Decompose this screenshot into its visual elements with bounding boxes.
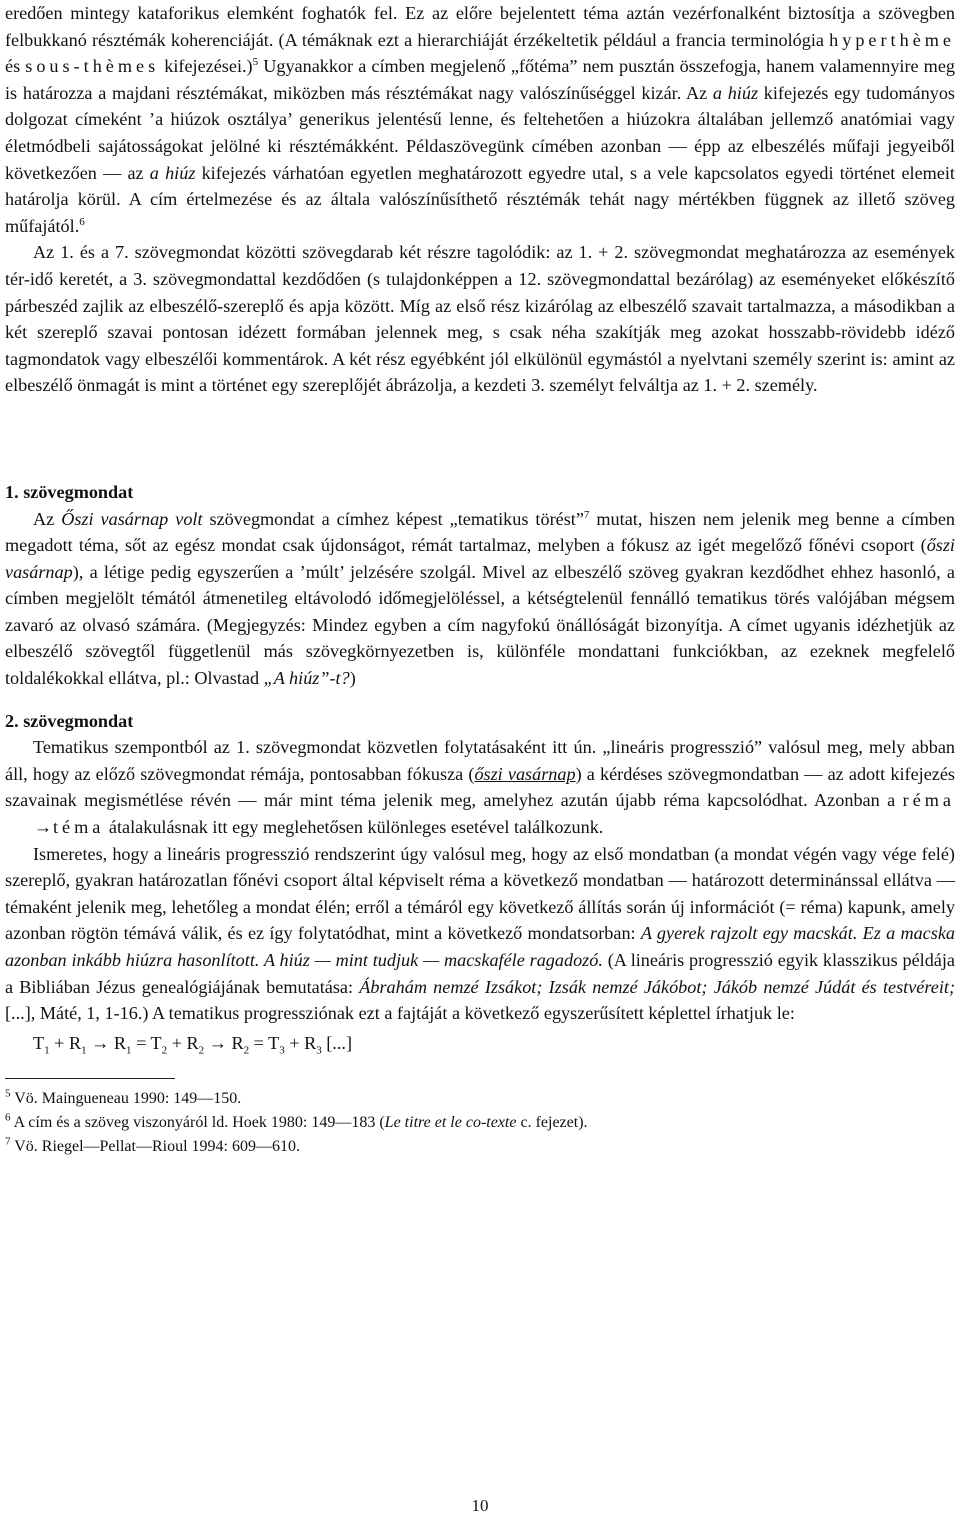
section-2-heading: 2. szövegmondat [5,710,134,731]
italic-term: a hiúz [149,162,196,183]
footnote-text: Vö. Riegel—Pellat—Rioul 1994: 609—610. [10,1138,300,1156]
term-tema: téma [53,817,105,838]
footnote-divider [5,1078,175,1079]
italic-term: „A hiúz”-t? [263,668,350,689]
footnote-5 [5,1087,955,1111]
text-run: [...], Máté, 1, 1-16.) A tematikus progressziónak ezt a fajtáját a következő egyszerűsített képlettel írhatjuk le: [5,1003,795,1024]
section-1-paragraph [5,506,955,692]
text-run: ) a kérdéses szövegmondatban — az adott kifejezés szavainak megismétlése révén — már mint téma jelenik meg, amelyhez azután újabb réma kapcsolódhat. Azonban a [5,763,956,811]
section-2-paragraph-2 [5,841,955,1027]
arrow-icon: → [33,817,53,838]
text-run: kifejezés egy tudományos dolgozat címeként ’a hiúzok osztálya’ generikus jelentésű lenne, és feltehetően a hiúzokra általában jellemző anatómiai vagy életmódbeli sajátosságokat jelölné ki résztémákként. Példaszövegünk címében azonban — épp az elbeszélés műfaji jegyeiből következően — az [5,82,955,183]
italic-example: A gyerek rajzolt egy macskát. Ez a macska azonban inkább hiúzra hasonlított. A hiúz — mint tudjuk — macskaféle ragadozó. [5,923,955,970]
term-hypertheme: hyperthème [829,29,955,50]
footnote-6 [5,1111,955,1135]
footnote-italic: Le titre et le co-texte [384,1114,517,1132]
arrow-icon: → [208,1032,227,1053]
page-number: 10 [471,1496,489,1515]
footnote-text: c. fejezet). [516,1114,588,1132]
text-run: kifejezései.) [159,56,253,77]
text-run: szövegmondat a címhez képest „tematikus törést” [202,508,584,529]
text-run: átalakulásnak itt egy meglehetősen különleges esetével találkozunk. [104,817,604,838]
italic-term: őszi vasárnap [474,763,576,784]
footnote-ref-6: 6 [79,215,85,228]
footnote-number: 7 [5,1136,11,1149]
text-run: eredően mintegy kataforikus elemként foghatók fel. Ez az előre bejelentett téma aztán vezérfonalként biztosítja a szövegben felbukkanó résztémák koherenciáját. (A témáknak ezt a hierarchiáját érzékeltetik például a francia terminológia [5,3,955,50]
footnote-number: 6 [5,1112,11,1125]
text-run: ) [349,668,356,689]
footnote-text: A cím és a szöveg viszonyáról ld. Hoek 1980: 149—183 ( [10,1114,385,1132]
text-run: Ugyanakkor a címben megjelenő „főtéma” nem pusztán összefogja, hanem valamennyire meg is határozza a majdani résztémákat, miközben más résztémákat nagy valószínűséggel kizár. Az [5,56,955,103]
progression-formula: $T_1 + R_1 \to R_1 = T_2 + R_2 \to R_2 = T_3 + R_3$ [...] [33,1032,353,1057]
term-sous-themes: sous-thèmes [25,56,160,77]
text-run: (A lineáris progresszió egyik klasszikus példája a Bibliában Jézus genealógiájának bemutatása: [5,950,955,997]
footnote-ref-7: 7 [583,508,590,521]
intro-paragraph-1 [5,0,955,239]
text-run: és [5,56,26,77]
spacer [5,399,955,479]
section-2-paragraph-1 [5,734,955,840]
italic-title: Őszi vasárnap volt [61,508,203,529]
footnote-text: Vö. Maingueneau 1990: 149—150. [10,1090,242,1108]
document-page [5,0,955,1159]
text-run: kifejezés várhatóan egyetlen meghatározott egyedre utal, s a vele kapcsolatos egyedi történet elemeit határolja körül. A cím értelmezése és az általa valószínűsíthető résztémák tehát nagy mértékben függnek az illető szöveg műfajától. [5,162,955,236]
text-run: Tematikus szempontból az 1. szövegmondat közvetlen folytatásaként itt ún. „lineáris progresszió” valósul meg, mely abban áll, hogy az előző szövegmondat rémája, pontosabban fókusza ( [5,737,955,784]
footnote-number: 5 [5,1088,11,1101]
italic-term: a hiúz [712,82,759,103]
italic-quote: Ábrahám nemzé Izsákot; Izsák nemzé Jákóbot; Jákób nemzé Júdát és testvéreit; [359,976,955,997]
spacer [5,692,955,708]
section-1-heading: 1. szövegmondat [5,481,134,502]
text-run: mutat, hiszen nem jelenik meg benne a címben megadott téma, sőt az egész mondat csak újdonságot, rémát tartalmaz, melyben a fókusz az igét megelőző főnévi csoport ( [5,508,955,556]
text-run: Az [33,508,62,529]
arrow-icon: → [91,1032,110,1053]
italic-term: őszi vasárnap [5,535,955,582]
intro-paragraph-2: Az 1. és a 7. szövegmondat közötti szövegdarab két részre tagolódik: az 1. + 2. szövegmondat meghatározza az események tér-idő keretét, a 3. szövegmondattal kezdődően (s tulajdonképpen a 12. szövegmondattal bezárólag) az eseményeket előkészítő párbeszéd zajlik az elbeszélő-szereplő és apja között. Míg az első rész kizárólag az elbeszélő szavait tartalmazza, a másodikban a két szereplő szavai pontosan idézett formában jelennek meg, s csak néha szakítják meg azokat hosszabb-rövidebb idéző tagmondatok vagy elbeszélői kommentárok. A két rész egyébként jól elkülönül egymástól a nyelvtani személy szerint is: amint az elbeszélő önmagát is mint a történet egy szereplőjét ábrázolja, a kezdeti 3. személyt felváltja az 1. + 2. személy. [5,242,955,396]
footnote-7 [5,1135,955,1159]
term-rema: réma [902,790,955,811]
text-run: Ismeretes, hogy a lineáris progresszió rendszerint úgy valósul meg, hogy az első mondatban (a mondat végén vagy vége felé) szereplő, gyakran határozatlan főnévi csoport által képviselt réma a következő mondatban — határozott determinánssal ellátva — témaként jelenik meg, lehetőleg a mondat élén; erről a témáról egy következő állítás során új információt (= réma) kapunk, amely azonban rögtön témává válik, és ez így folytatódhat, mint a következő mondatsorban: [5,843,955,944]
footnote-ref-5: 5 [252,56,259,69]
text-run: ), a létige pedig egyszerűen a ’múlt’ jelzésére szolgál. Mivel az elbeszélő szöveg gyakran kezdődhet ehhez hasonló, a címben megjelölt témától átmenetileg eltávolodó időmegjelöléssel, a kétségtelenül fennálló tematikus törés valójában mégsem zavaró az olvasó számára. (Megjegyzés: Mindez egyben a cím nagyfokú önállóságát bizonyítja. A címet ugyanis idézhetjük az elbeszélő szövegtől függetlenül más szövegkörnyezetben is, különféle mondattani funkciókban, az ezeknek megfelelő toldalékokkal ellátva, pl.: Olvastad [5,561,955,689]
